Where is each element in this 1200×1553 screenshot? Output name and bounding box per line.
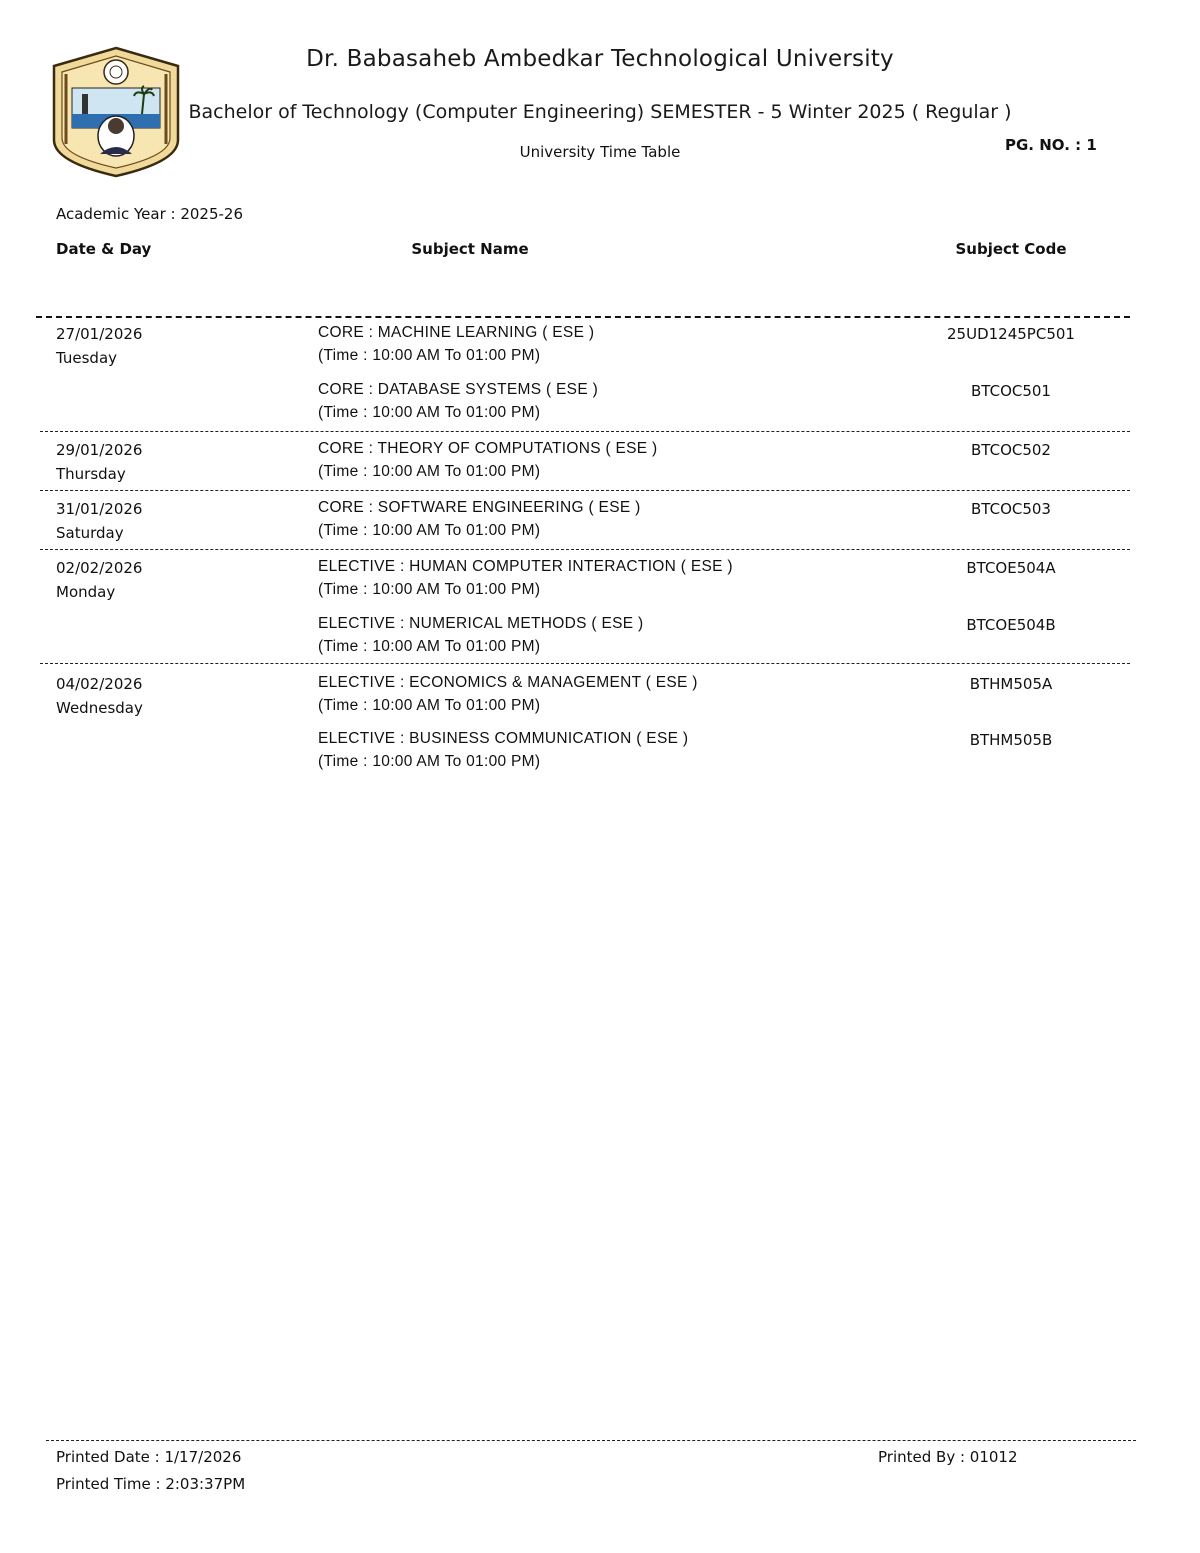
exam-date: 02/02/2026 xyxy=(56,559,143,577)
subject-time: (Time : 10:00 AM To 01:00 PM) xyxy=(318,404,541,421)
exam-day: Wednesday xyxy=(56,699,143,717)
subject-code: BTCOE504A xyxy=(966,559,1056,577)
academic-year: Academic Year : 2025-26 xyxy=(56,205,244,223)
subject-name: ELECTIVE : ECONOMICS & MANAGEMENT ( ESE ) xyxy=(318,674,698,691)
subject-name: CORE : MACHINE LEARNING ( ESE ) xyxy=(318,324,595,341)
subject-time: (Time : 10:00 AM To 01:00 PM) xyxy=(318,753,541,770)
subject-time: (Time : 10:00 AM To 01:00 PM) xyxy=(318,347,541,364)
printed-by: Printed By : 01012 xyxy=(878,1448,1018,1466)
document-title: University Time Table xyxy=(519,143,681,161)
exam-date: 31/01/2026 xyxy=(56,500,143,518)
subject-code: BTCOE504B xyxy=(966,616,1056,634)
subject-code: BTHM505A xyxy=(969,675,1053,693)
row-divider xyxy=(40,490,1130,491)
subject-name: ELECTIVE : NUMERICAL METHODS ( ESE ) xyxy=(318,615,644,632)
exam-day: Saturday xyxy=(56,524,124,542)
column-header-date-day: Date & Day xyxy=(56,240,152,258)
subject-name: ELECTIVE : HUMAN COMPUTER INTERACTION ( ESE ) xyxy=(318,558,733,575)
exam-day: Thursday xyxy=(56,465,126,483)
subject-code: 25UD1245PC501 xyxy=(947,325,1075,343)
subject-name: CORE : SOFTWARE ENGINEERING ( ESE ) xyxy=(318,499,641,516)
column-header-subject-name: Subject Name xyxy=(411,240,529,258)
subject-name: CORE : DATABASE SYSTEMS ( ESE ) xyxy=(318,381,599,398)
university-name: Dr. Babasaheb Ambedkar Technological University xyxy=(306,46,894,72)
university-seal-logo xyxy=(46,44,186,179)
exam-day: Tuesday xyxy=(56,349,118,367)
column-header-subject-code: Subject Code xyxy=(955,240,1067,258)
exam-date: 29/01/2026 xyxy=(56,441,143,459)
footer-divider xyxy=(46,1440,1136,1441)
subject-code: BTHM505B xyxy=(969,731,1053,749)
header-divider xyxy=(36,316,1130,318)
subject-name: CORE : THEORY OF COMPUTATIONS ( ESE ) xyxy=(318,440,658,457)
subject-code: BTCOC501 xyxy=(971,382,1051,400)
subject-time: (Time : 10:00 AM To 01:00 PM) xyxy=(318,581,541,598)
exam-date: 04/02/2026 xyxy=(56,675,143,693)
subject-code: BTCOC502 xyxy=(971,441,1051,459)
row-divider xyxy=(40,431,1130,432)
exam-date: 27/01/2026 xyxy=(56,325,143,343)
printed-time: Printed Time : 2:03:37PM xyxy=(56,1475,246,1493)
subject-name: ELECTIVE : BUSINESS COMMUNICATION ( ESE ) xyxy=(318,730,689,747)
row-divider xyxy=(40,549,1130,550)
exam-day: Monday xyxy=(56,583,116,601)
subject-time: (Time : 10:00 AM To 01:00 PM) xyxy=(318,638,541,655)
program-title: Bachelor of Technology (Computer Engineering) SEMESTER - 5 Winter 2025 ( Regular ) xyxy=(188,101,1012,123)
row-divider xyxy=(40,663,1130,664)
page-number: PG. NO. : 1 xyxy=(1005,136,1097,154)
subject-code: BTCOC503 xyxy=(971,500,1051,518)
subject-time: (Time : 10:00 AM To 01:00 PM) xyxy=(318,697,541,714)
subject-time: (Time : 10:00 AM To 01:00 PM) xyxy=(318,463,541,480)
subject-time: (Time : 10:00 AM To 01:00 PM) xyxy=(318,522,541,539)
printed-date: Printed Date : 1/17/2026 xyxy=(56,1448,242,1466)
